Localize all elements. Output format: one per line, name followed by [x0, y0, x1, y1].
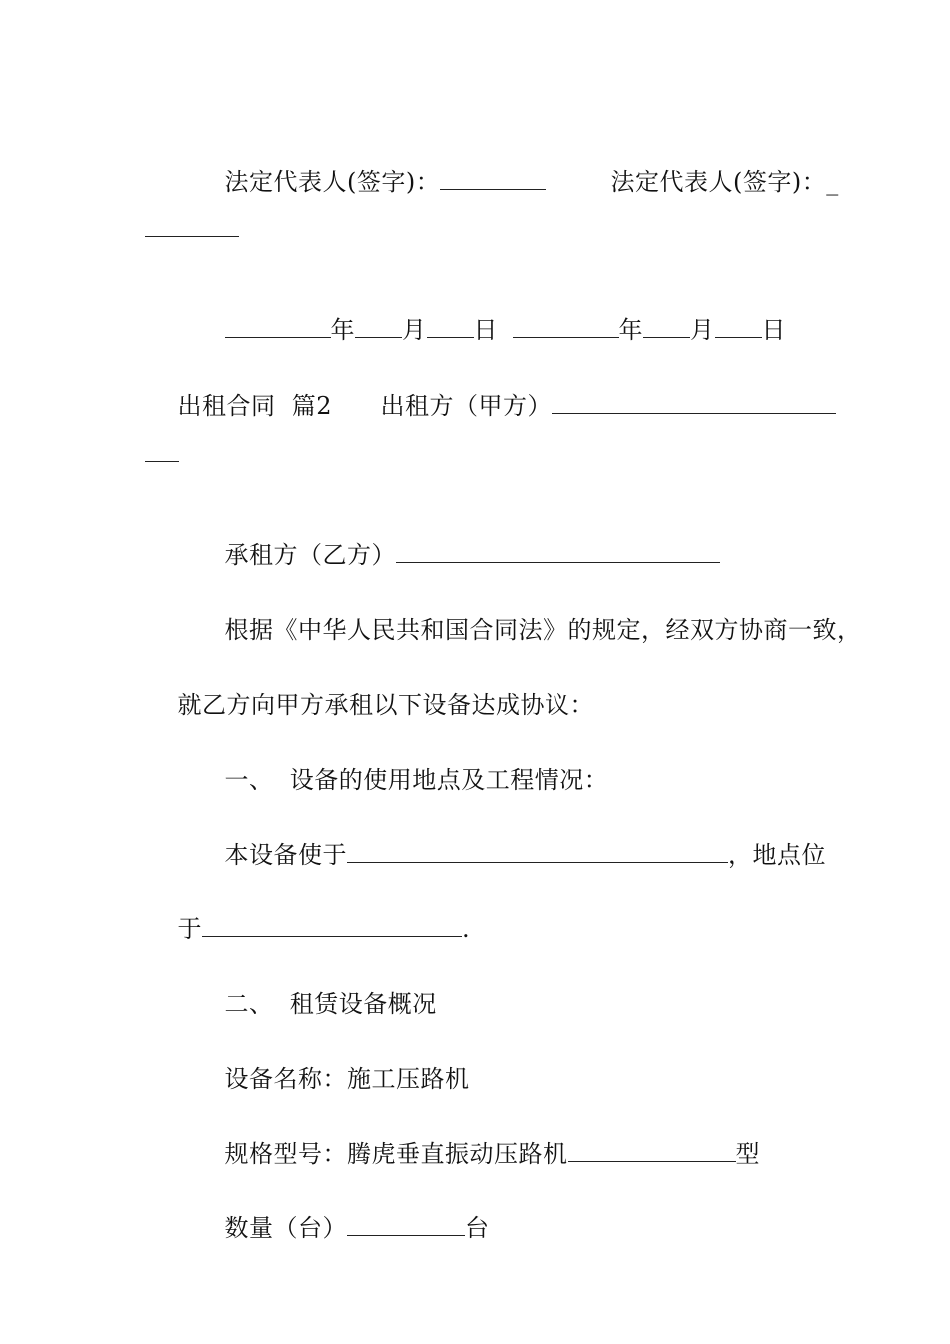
model-blank [568, 1139, 736, 1162]
section-1-title-text: 一、 设备的使用地点及工程情况： [224, 766, 609, 794]
quantity-prefix: 数量（台） [224, 1214, 348, 1242]
signature-left-label: 法定代表人(签字)： [224, 168, 441, 196]
year-label: 年 [330, 316, 356, 344]
intro-text-1: 根据《中华人民共和国合同法》的规定，经双方协商一致， [224, 616, 862, 644]
location-blank [202, 914, 462, 937]
signature-right-trailing: _ [826, 168, 839, 196]
contract-title [145, 361, 332, 451]
use-blank [347, 840, 728, 863]
equipment-name-text: 设备名称：施工压路机 [224, 1065, 470, 1093]
signature-left [192, 137, 546, 227]
signature-continuation-rule [145, 236, 239, 237]
day-blank [715, 315, 762, 338]
year-label: 年 [618, 316, 644, 344]
lessee-label: 承租方（乙方） [224, 541, 397, 569]
signature-right-label: 法定代表人(签字)： [610, 168, 827, 196]
lessee-blank [396, 540, 720, 563]
contract-title-text: 出租合同 篇2 [177, 392, 333, 420]
signature-right [578, 137, 839, 227]
intro-text-2: 就乙方向甲方承租以下设备达成协议： [177, 691, 595, 719]
lessor-blank [552, 391, 836, 414]
use-prefix: 本设备使于 [224, 841, 348, 869]
location-suffix: . [462, 915, 471, 943]
quantity-blank [347, 1213, 465, 1236]
day-label: 日 [473, 316, 499, 344]
model-prefix: 规格型号：腾虎垂直振动压路机 [224, 1140, 568, 1168]
lessor-continuation-rule [145, 461, 179, 462]
year-blank [225, 315, 331, 338]
day-blank [427, 315, 474, 338]
use-suffix: ，地点位 [728, 841, 827, 869]
section-2-title-text: 二、 租赁设备概况 [224, 990, 437, 1018]
quantity-suffix: 台 [465, 1214, 490, 1242]
month-label: 月 [690, 316, 715, 344]
signature-left-blank [440, 167, 546, 190]
month-label: 月 [402, 316, 427, 344]
day-label: 日 [761, 316, 787, 344]
location-prefix: 于 [177, 915, 203, 943]
model-suffix: 型 [735, 1140, 761, 1168]
lessor-line [348, 361, 836, 451]
month-blank [355, 315, 402, 338]
lessor-label: 出租方（甲方） [380, 392, 553, 420]
month-blank [643, 315, 690, 338]
year-blank [513, 315, 619, 338]
quantity-line [192, 1183, 490, 1273]
